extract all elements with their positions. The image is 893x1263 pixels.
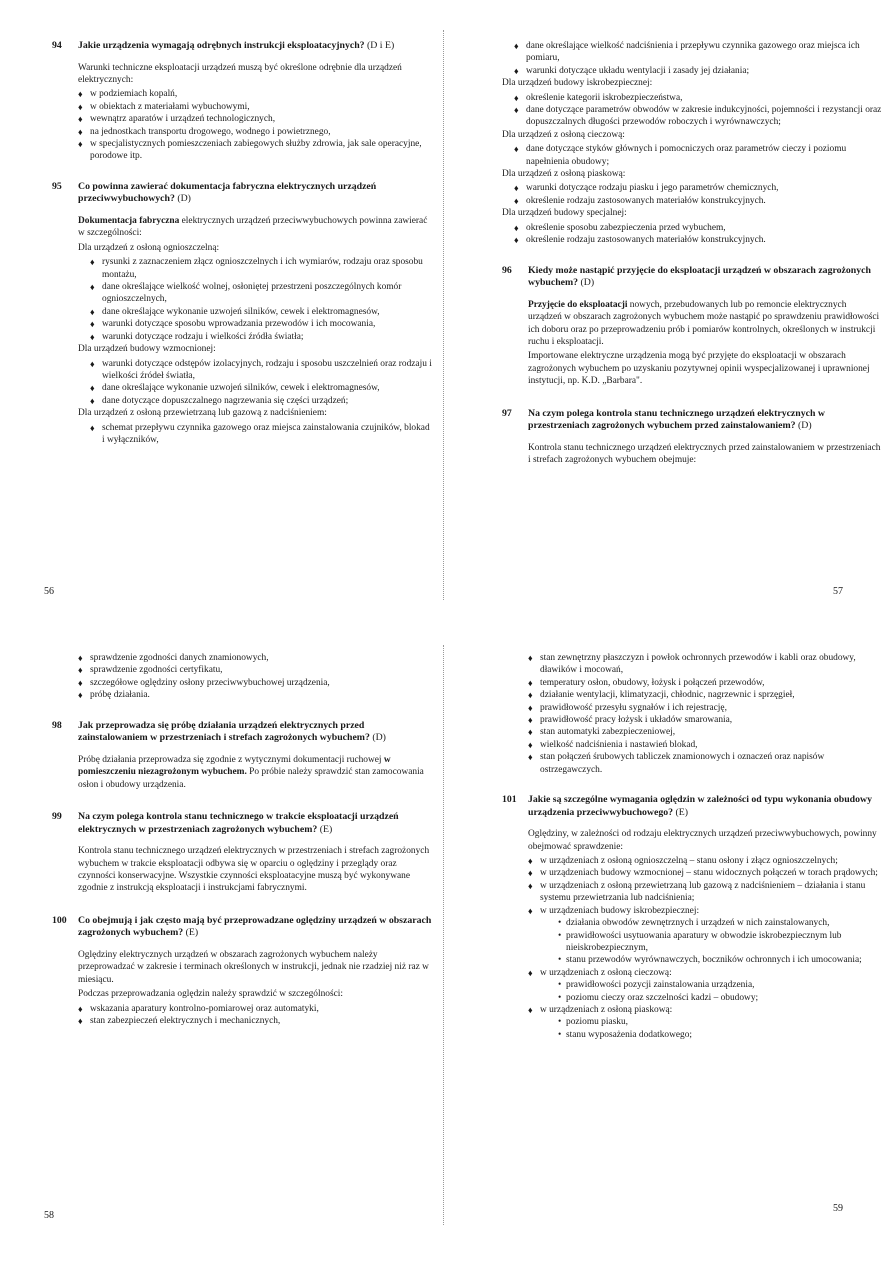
bullet-list bbox=[514, 182, 882, 207]
list-item: ♦ w podziemiach kopalń, bbox=[78, 88, 432, 100]
list-item: ♦ dane określające wielkość wolnej, osłoniętej przestrzeni poszczególnych komór ognioszczelnych, bbox=[90, 281, 432, 306]
bullet-list bbox=[90, 256, 432, 343]
group-label: Dla urządzeń z osłoną przewietrzaną lub gazową z nadciśnieniem: bbox=[78, 408, 327, 419]
list-item: ♦ dane dotyczące parametrów obwodów w zakresie indukcyjności, pojemności i rezystancji oraz dopuszczalnych długości przewodów roboczych i wyrównawczych; bbox=[514, 104, 882, 129]
question-tag: (D) bbox=[177, 193, 191, 205]
sub-list-item: • działania obwodów zewnętrznych i urządzeń w nich zainstalowanych, bbox=[556, 917, 882, 929]
question-title: Jak przeprowadza się próbę działania urządzeń elektrycznych przed zainstalowaniem w przestrzeniach i strefach zagrożonych wybuchem? bbox=[78, 719, 370, 744]
paragraph: Podczas przeprowadzania oględzin należy sprawdzić w szczególności: bbox=[78, 989, 343, 1000]
question-tag: (E) bbox=[675, 806, 688, 818]
gutter-line-bottom bbox=[443, 645, 444, 1225]
page-56 bbox=[52, 40, 432, 446]
question-95-heading: 95 Co powinna zawierać dokumentacja fabryczna elektrycznych urządzeń przeciwwybuchowych? (D) bbox=[52, 180, 377, 205]
list-item: ♦ w specjalistycznych pomieszczeniach zabiegowych służby zdrowia, jak sale operacyjne, porodowe itp. bbox=[78, 138, 432, 163]
question-tag: (D) bbox=[372, 732, 386, 744]
paragraph: Kontrola stanu technicznego urządzeń elektrycznych przed zainstalowaniem w przestrzeniach i strefach zagrożonych wybuchem obejmuje: bbox=[528, 442, 881, 466]
question-97-heading: 97 Na czym polega kontrola stanu technicznego urządzeń elektrycznych w przestrzeniach zagrożonych wybuchem przed zainstalowaniem? (D) bbox=[502, 407, 825, 432]
sub-list-item: • prawidłowości usytuowania aparatury w obwodzie iskrobezpiecznym lub nieiskrobezpiecznym, bbox=[556, 930, 882, 955]
question-95-continued bbox=[502, 40, 882, 247]
list-item: ♦ w urządzeniach z osłoną cieczową: • prawidłowości pozycji zainstalowania urządzenia, • poziomu cieczy oraz szczelności kadzi – obudowy; bbox=[528, 967, 882, 1004]
bullet-list bbox=[78, 652, 432, 702]
bullet-list bbox=[514, 92, 882, 129]
list-item: ♦ określenie rodzaju zastosowanych materiałów konstrukcyjnych. bbox=[514, 234, 882, 246]
question-99-heading: 99 Na czym polega kontrola stanu technicznego w trakcie eksploatacji urządzeń elektrycznych w przestrzeniach zagrożonych wybuchem? (E) bbox=[52, 811, 399, 835]
bullet-list bbox=[514, 40, 882, 77]
question-95-body bbox=[78, 215, 432, 446]
sub-list bbox=[556, 1016, 882, 1041]
list-item: ♦ schemat przepływu czynnika gazowego oraz miejsca zainstalowania czujników, blokad i wyłączników, bbox=[90, 422, 432, 447]
sub-list-item: • poziomu piasku, bbox=[556, 1016, 882, 1028]
page-number: 58 bbox=[44, 1210, 54, 1221]
list-item: ♦ dane określające wykonanie uzwojeń silników, cewek i elektromagnesów, bbox=[90, 382, 432, 394]
list-item: ♦ określenie sposobu zabezpieczenia przed wybuchem, bbox=[514, 222, 882, 234]
list-item: ♦ wewnątrz aparatów i urządzeń technologicznych, bbox=[78, 113, 432, 125]
question-title: Jakie są szczególne wymagania oględzin w zależności od typu wykonania obudowy urządzenia przeciwwybuchowego? bbox=[528, 794, 873, 818]
page-number: 59 bbox=[833, 1203, 843, 1214]
question-94-heading: 94 Jakie urządzenia wymagają odrębnych instrukcji eksploatacyjnych? (D i E) bbox=[52, 40, 395, 51]
question-97-continued bbox=[78, 652, 432, 702]
question-title: Co obejmują i jak często mają być przeprowadzane oględziny urządzeń w obszarach zagrożonych wybuchem? bbox=[78, 914, 432, 939]
question-tag: (D i E) bbox=[367, 40, 395, 51]
sub-list-item: • stanu wyposażenia dodatkowego; bbox=[556, 1029, 882, 1041]
paragraph: Próbę działania przeprowadza się zgodnie z wytycznymi dokumentacji ruchowej w pomieszczeniu niezagrożonym wybuchem. Po próbie należy sprawdzić stan zamocowania osłon i obudowy urządzenia. bbox=[78, 754, 424, 790]
question-96-heading: 96 Kiedy może nastąpić przyjęcie do eksploatacji urządzeń w obszarach zagrożonych wybuchem? (D) bbox=[502, 264, 871, 289]
list-item: ♦ w obiektach z materiałami wybuchowymi, bbox=[78, 101, 432, 113]
bullet-list bbox=[90, 422, 432, 447]
page-58 bbox=[52, 652, 432, 1027]
question-99-body bbox=[78, 845, 432, 895]
list-item: ♦ prawidłowość przesyłu sygnałów i ich rejestrację, bbox=[528, 702, 882, 714]
group-label: Dla urządzeń budowy specjalnej: bbox=[502, 208, 627, 219]
bullet-list bbox=[90, 358, 432, 408]
question-94-body bbox=[78, 62, 432, 163]
page-number: 56 bbox=[44, 586, 54, 597]
list-item: ♦ wskazania aparatury kontrolno-pomiarowej oraz automatyki, bbox=[78, 1003, 432, 1015]
question-97-body bbox=[528, 442, 882, 467]
paragraph: Importowane elektryczne urządzenia mogą być przyjęte do eksploatacji w obszarach zagrożonych wybuchem po uzyskaniu pozytywnej opinii wyspecjalizowanej i uprawnionej instytucji, np. K.D. „Barbara". bbox=[528, 351, 870, 387]
list-item: ♦ dane określające wykonanie uzwojeń silników, cewek i elektromagnesów, bbox=[90, 306, 432, 318]
list-item: ♦ szczegółowe oględziny osłony przeciwwybuchowej urządzenia, bbox=[78, 677, 432, 689]
page-number: 57 bbox=[833, 586, 843, 597]
group-label: Dla urządzeń budowy wzmocnionej: bbox=[78, 344, 216, 355]
bullet-list bbox=[78, 88, 432, 162]
list-item: ♦ warunki dotyczące układu wentylacji i zasady jej działania; bbox=[514, 65, 882, 77]
question-101-body bbox=[528, 828, 882, 1041]
list-item: ♦ stan połączeń śrubowych tabliczek znamionowych i oznaczeń oraz napisów ostrzegawczych. bbox=[528, 751, 882, 776]
list-item: ♦ w urządzeniach budowy wzmocnionej – stanu widocznych połączeń w torach prądowych; bbox=[528, 867, 882, 879]
question-96-body bbox=[528, 299, 882, 388]
list-item: ♦ na jednostkach transportu drogowego, wodnego i powietrznego, bbox=[78, 126, 432, 138]
bullet-list bbox=[514, 222, 882, 247]
list-item: ♦ warunki dotyczące odstępów izolacyjnych, rodzaju i sposobu uszczelnień oraz rodzaju i wielkości źródeł światła, bbox=[90, 358, 432, 383]
list-item: ♦ sprawdzenie zgodności certyfikatu, bbox=[78, 664, 432, 676]
question-title: Kiedy może nastąpić przyjęcie do eksploatacji urządzeń w obszarach zagrożonych wybuchem? bbox=[528, 264, 871, 289]
sub-list-item: • stanu przewodów wyrównawczych, boczników ochronnych i ich umocowania; bbox=[556, 954, 882, 966]
question-tag: (E) bbox=[319, 823, 333, 835]
question-tag: (E) bbox=[185, 927, 199, 939]
question-title: Co powinna zawierać dokumentacja fabryczna elektrycznych urządzeń przeciwwybuchowych? bbox=[78, 180, 377, 205]
question-tag: (D) bbox=[798, 420, 812, 432]
paragraph: Oględziny elektrycznych urządzeń w obszarach zagrożonych wybuchem należy przeprowadzać w zakresie i terminach określonych w instrukcji, jednak nie rzadziej niż raz w miesiącu. bbox=[78, 950, 429, 985]
list-item: ♦ prawidłowość pracy łożysk i układów smarowania, bbox=[528, 714, 882, 726]
paragraph: Oględziny, w zależności od rodzaju elektrycznych urządzeń przeciwwybuchowych, powinny obejmować sprawdzenie: bbox=[528, 829, 877, 852]
group-label: Dla urządzeń budowy iskrobezpiecznej: bbox=[502, 78, 653, 89]
question-title: Jakie urządzenia wymagają odrębnych instrukcji eksploatacyjnych? bbox=[78, 40, 365, 51]
question-100-heading: 100 Co obejmują i jak często mają być przeprowadzane oględziny urządzeń w obszarach zagrożonych wybuchem? (E) bbox=[52, 914, 432, 939]
sub-list-item: • poziomu cieczy oraz szczelności kadzi – obudowy; bbox=[556, 992, 882, 1004]
sub-list-item: • prawidłowości pozycji zainstalowania urządzenia, bbox=[556, 979, 882, 991]
page-59 bbox=[502, 652, 882, 1041]
group-label: Dla urządzeń z osłoną ognioszczelną: bbox=[78, 242, 220, 253]
list-item: ♦ określenie kategorii iskrobezpieczeństwa, bbox=[514, 92, 882, 104]
list-item: ♦ stan zabezpieczeń elektrycznych i mechanicznych, bbox=[78, 1015, 432, 1027]
group-label: Dla urządzeń z osłoną piaskową: bbox=[502, 169, 626, 180]
list-item: ♦ warunki dotyczące sposobu wprowadzania przewodów i ich mocowania, bbox=[90, 318, 432, 330]
question-title: Na czym polega kontrola stanu technicznego urządzeń elektrycznych w przestrzeniach zagrożonych wybuchem przed zainstalowaniem? bbox=[528, 407, 825, 432]
question-title: Na czym polega kontrola stanu technicznego w trakcie eksploatacji urządzeń elektrycznych w przestrzeniach zagrożonych wybuchem? bbox=[78, 811, 399, 835]
list-item: ♦ w urządzeniach budowy iskrobezpiecznej: • działania obwodów zewnętrznych i urządzeń w nich zainstalowanych, • prawidłowości usytuowania aparatury w obwodzie iskrobezpiecznym lub nieiskrobezpiecznym, • stanu przewodów wyrównawczych, boczników ochronnych i ich umocowania; bbox=[528, 905, 882, 967]
group-label: Dla urządzeń z osłoną cieczową: bbox=[502, 129, 625, 140]
list-item: ♦ wielkość nadciśnienia i nastawień blokad, bbox=[528, 739, 882, 751]
paragraph: Kontrola stanu technicznego urządzeń elektrycznych w przestrzeniach i strefach zagrożonych wybuchem w trakcie eksploatacji odbywa się w oparciu o oględziny i przeglądy oraz czynności konserwacyjne. Wszystkie czynności eksploatacyjne muszą być wykonywane zgodnie z instrukcją eksploatacji i instrukcjami fabrycznymi. bbox=[78, 846, 430, 894]
list-item: ♦ dane dotyczące styków głównych i pomocniczych oraz parametrów cieczy i poziomu napełnienia obudowy; bbox=[514, 143, 882, 168]
list-item: ♦ w urządzeniach z osłoną ognioszczelną – stanu osłony i złącz ognioszczelnych; bbox=[528, 855, 882, 867]
list-item: ♦ stan zewnętrzny płaszczyzn i powłok ochronnych przewodów i kabli oraz obudowy, dławików i mocowań, bbox=[528, 652, 882, 677]
question-98-heading: 98 Jak przeprowadza się próbę działania urządzeń elektrycznych przed zainstalowaniem w przestrzeniach i strefach zagrożonych wybuchem? (D) bbox=[52, 719, 386, 744]
paragraph: Przyjęcie do eksploatacji nowych, przebudowanych lub po remoncie elektrycznych urządzeń w obszarach zagrożonych wybuchem może nastąpić po sprawdzeniu prawidłowości ich doboru oraz po przeprowadzeniu prób i pomiarów kontrolnych, określonych w instrukcji ruchu i eksploatacji. bbox=[528, 299, 880, 347]
list-item: ♦ rysunki z zaznaczeniem złącz ognioszczelnych i ich wymiarów, rodzaju oraz sposobu montażu, bbox=[90, 256, 432, 281]
question-100-body bbox=[78, 949, 432, 1027]
sub-list bbox=[556, 917, 882, 967]
paragraph: Warunki techniczne eksploatacji urządzeń muszą być określone odrębnie dla urządzeń elektrycznych: bbox=[78, 62, 402, 85]
list-item: ♦ w urządzeniach z osłoną przewietrzaną lub gazową z nadciśnieniem – działania i stanu systemu przewietrzania lub nadciśnienia; bbox=[528, 880, 882, 905]
list-item: ♦ działanie wentylacji, klimatyzacji, chłodnic, nagrzewnic i sprzęgieł, bbox=[528, 689, 882, 701]
bullet-list bbox=[528, 855, 882, 1041]
question-98-body bbox=[78, 754, 432, 791]
paragraph: Dokumentacja fabryczna elektrycznych urządzeń przeciwwybuchowych powinna zawierać w szczególności: bbox=[78, 216, 428, 239]
list-item: ♦ warunki dotyczące rodzaju piasku i jego parametrów chemicznych, bbox=[514, 182, 882, 194]
list-item: ♦ stan automatyki zabezpieczeniowej, bbox=[528, 726, 882, 738]
list-item: ♦ temperatury osłon, obudowy, łożysk i połączeń przewodów, bbox=[528, 677, 882, 689]
question-101-heading: 101 Jakie są szczególne wymagania oględzin w zależności od typu wykonania obudowy urządzenia przeciwwybuchowego? (E) bbox=[502, 794, 873, 818]
bullet-list bbox=[514, 143, 882, 168]
question-tag: (D) bbox=[580, 277, 595, 289]
question-100-continued bbox=[528, 652, 882, 776]
list-item: ♦ w urządzeniach z osłoną piaskową: • poziomu piasku, • stanu wyposażenia dodatkowego; bbox=[528, 1004, 882, 1041]
gutter-line-top bbox=[443, 30, 444, 600]
page-57 bbox=[502, 40, 882, 469]
list-item: ♦ sprawdzenie zgodności danych znamionowych, bbox=[78, 652, 432, 664]
list-item: ♦ dane dotyczące dopuszczalnego nagrzewania się części urządzeń; bbox=[90, 395, 432, 407]
list-item: ♦ dane określające wielkość nadciśnienia i przepływu czynnika gazowego oraz miejsca ich pomiaru, bbox=[514, 40, 882, 65]
list-item: ♦ próbę działania. bbox=[78, 689, 432, 701]
bullet-list bbox=[78, 1003, 432, 1028]
list-item: ♦ określenie rodzaju zastosowanych materiałów konstrukcyjnych. bbox=[514, 195, 882, 207]
bullet-list bbox=[528, 652, 882, 776]
sub-list bbox=[556, 979, 882, 1004]
list-item: ♦ warunki dotyczące rodzaju i wielkości źródła światła; bbox=[90, 331, 432, 343]
